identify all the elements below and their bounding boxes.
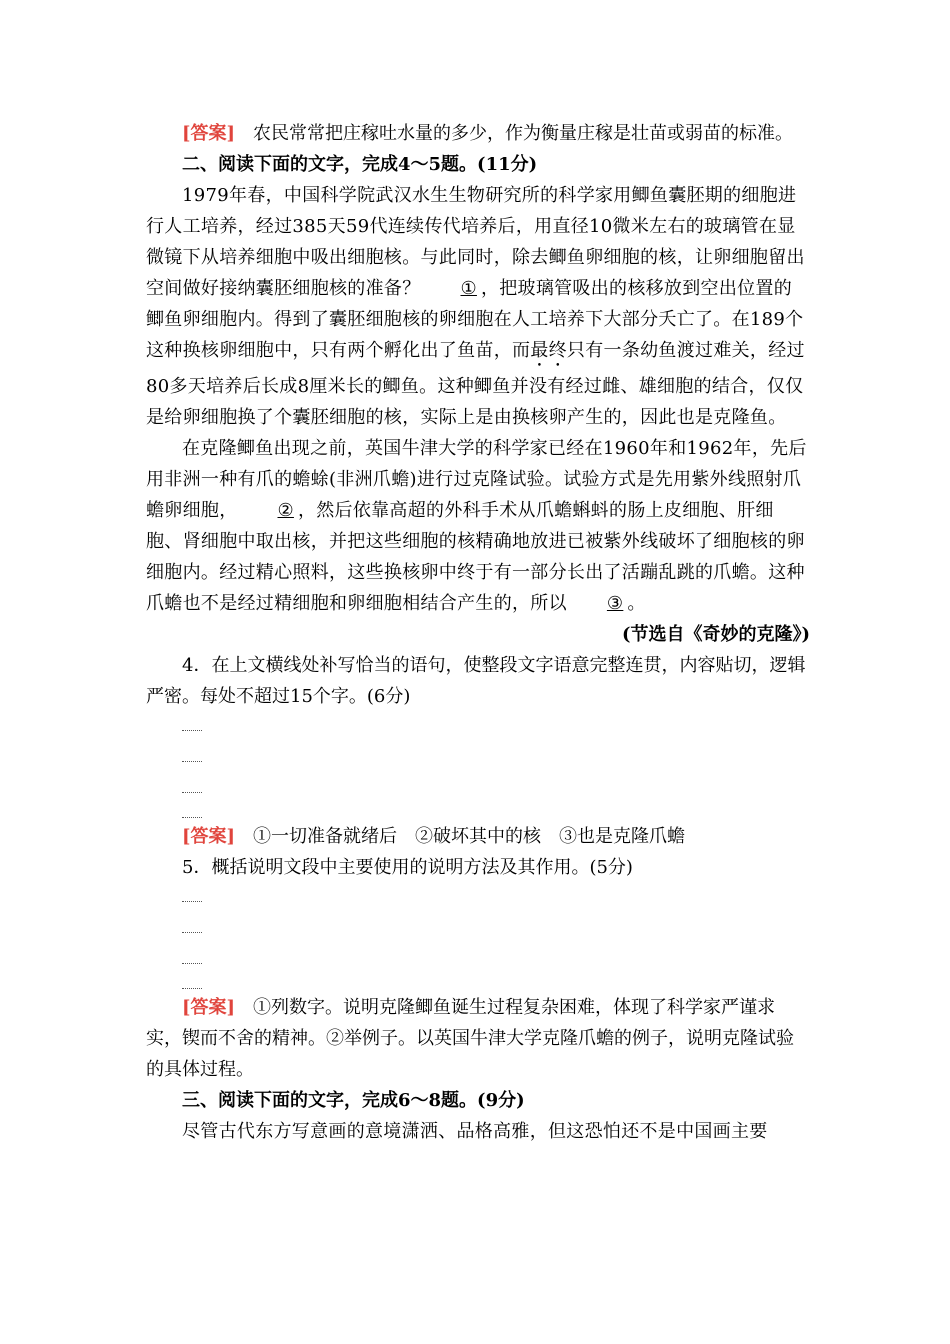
answer-tag: [答案] (182, 826, 236, 847)
answer-line-4 (146, 809, 810, 821)
section2-title: 二、阅读下面的文字，完成4～5题。(11分) (182, 154, 538, 175)
answer-line-2 (146, 747, 810, 778)
blank-1: ① (460, 278, 477, 299)
passage2-paragraph2: 在克隆鲫鱼出现之前，英国牛津大学的科学家已经在1960年和1962年，先后用非洲一种有爪的蟾蜍(非洲爪蟾)进行过克隆试验。试验方式是先用紫外线照射爪蟾卵细胞， ② ，然后依靠高超的外科手术从爪蟾蝌蚪的肠上皮细胞、肝细胞、肾细胞中取出核，并把这些细胞的核精确地放进已被紫外线破坏了细胞核的卵细胞内。经过精心照料，这些换核卵中终于有一部分长出了活蹦乱跳的爪蟾。这种爪蟾也不是经过精细胞和卵细胞相结合产生的，所以 ③ 。 (146, 433, 810, 619)
answer-line-1 (146, 716, 810, 747)
answer-tag: [答案] (182, 997, 236, 1018)
q5-answer-paragraph (146, 992, 810, 1085)
passage2-source: (节选自《奇妙的克隆》) (621, 624, 810, 645)
blank-2: ② (277, 500, 294, 521)
q4-answer-text: ①一切准备就绪后 ②破坏其中的核 ③也是克隆爪蟾 (253, 826, 686, 847)
q5-question: 5．概括说明文段中主要使用的说明方法及其作用。(5分) (182, 857, 633, 878)
passage2-paragraph1: 1979年春，中国科学院武汉水生生物研究所的科学家用鲫鱼囊胚期的细胞进行人工培养，经过385天59代连续传代培养后，用直径10微米左右的玻璃管在显微镜下从培养细胞中吸出细胞核。与此同时，除去鲫鱼卵细胞的核，让卵细胞留出空间做好接纳囊胚细胞核的准备？ ① ，把玻璃管吸出的核移放到空出位置的鲫鱼卵细胞内。得到了囊胚细胞核的卵细胞在人工培养下大部分夭亡了。在189个这种换核卵细胞中，只有两个孵化出了鱼苗，而最终只有一条幼鱼渡过难关，经过80多天培养后长成8厘米长的鲫鱼。这种鲫鱼并没有经过雌、雄细胞的结合，仅仅是给卵细胞换了个囊胚细胞的核，实际上是由换核卵产生的，因此也是克隆鱼。 (146, 185, 805, 428)
answer-line-7 (146, 949, 810, 980)
q4-answer-paragraph (146, 821, 810, 852)
blank-3: ③ (606, 593, 624, 614)
section3-title: 三、阅读下面的文字，完成6～8题。(9分) (182, 1090, 525, 1111)
document-page (146, 118, 810, 1147)
q5-answer-text: ①列数字。说明克隆鲫鱼诞生过程复杂困难，体现了科学家严谨求实，锲而不舍的精神。②举例子。以英国牛津大学克隆爪蟾的例子，说明克隆试验的具体过程。 (146, 997, 794, 1080)
answer-tag: [答案] (182, 123, 236, 144)
q3-answer-text: 农民常常把庄稼吐水量的多少，作为衡量庄稼是壮苗或弱苗的标准。 (253, 123, 794, 144)
q4-question: 4．在上文横线处补写恰当的语句，使整段文字语意完整连贯，内容贴切，逻辑严密。每处不超过15个字。(6分) (146, 655, 806, 707)
emphasis-zuizhong: 最终 (530, 340, 567, 361)
answer-line-5 (146, 887, 810, 918)
q3-answer-paragraph (146, 118, 810, 149)
answer-line-8 (146, 980, 810, 992)
answer-line-6 (146, 918, 810, 949)
passage3-start: 尽管古代东方写意画的意境潇洒、品格高雅，但这恐怕还不是中国画主要 (182, 1121, 768, 1142)
answer-line-3 (146, 778, 810, 809)
